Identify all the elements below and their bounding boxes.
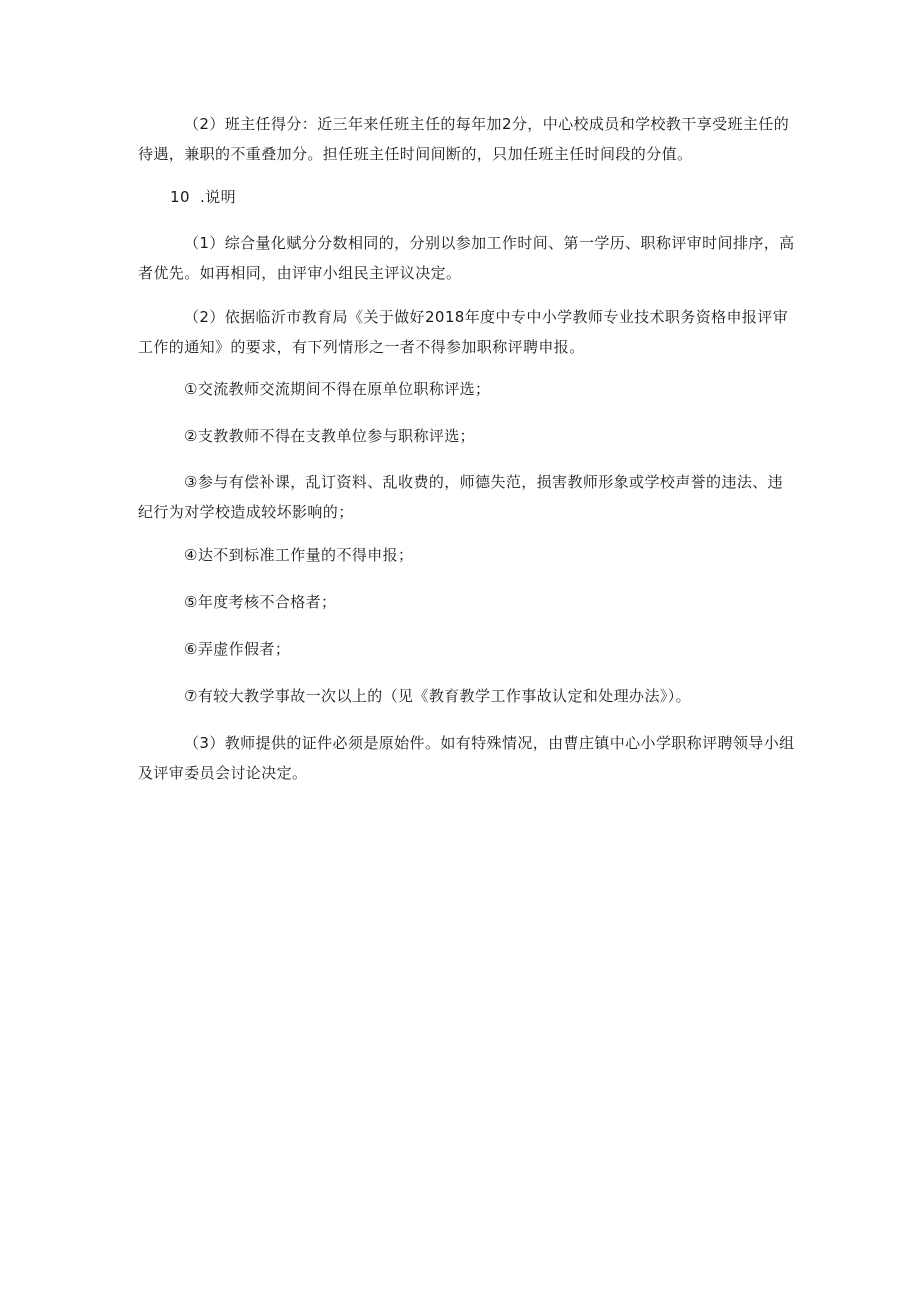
paragraph-original-documents: （3）教师提供的证件必须是原始件。如有特殊情况，由曹庄镇中心小学职称评聘领导小组及评审委员会讨论决定。 [138,734,795,782]
list-item-support-teacher: ②支教教师不得在支教单位参与职称评选； [184,427,476,445]
list-item-misconduct: ③参与有偿补课，乱订资料、乱收费的，师德失范，损害教师形象或学校声誉的违法、违纪行为对学校造成较坏影响的； [138,473,784,521]
section-heading-explanation [170,182,236,212]
paragraph-homeroom-score: （2）班主任得分：近三年来任班主任的每年加2分，中心校成员和学校教干享受班主任的待遇，兼职的不重叠加分。担任班主任时间间断的，只加任班主任时间段的分值。 [138,115,790,163]
section-number: 10 [170,188,190,206]
list-item-fraud: ⑥弄虚作假者； [184,640,291,658]
paragraph-policy-basis: （2）依据临沂市教育局《关于做好2018年度中专中小学教师专业技术职务资格申报评审工作的通知》的要求，有下列情形之一者不得参加职称评聘申报。 [138,308,789,356]
list-item-workload: ④达不到标准工作量的不得申报； [184,546,414,564]
section-title: .说明 [200,188,236,206]
list-item-teaching-accident: ⑦有较大教学事故一次以上的（见《教育教学工作事故认定和处理办法》）。 [184,687,692,705]
paragraph-tie-breaking: （1）综合量化赋分分数相同的，分别以参加工作时间、第一学历、职称评审时间排序，高者优先。如再相同，由评审小组民主评议决定。 [138,234,795,282]
list-item-annual-review: ⑤年度考核不合格者； [184,593,337,611]
list-item-exchange-teacher: ①交流教师交流期间不得在原单位职称评选； [184,380,491,398]
